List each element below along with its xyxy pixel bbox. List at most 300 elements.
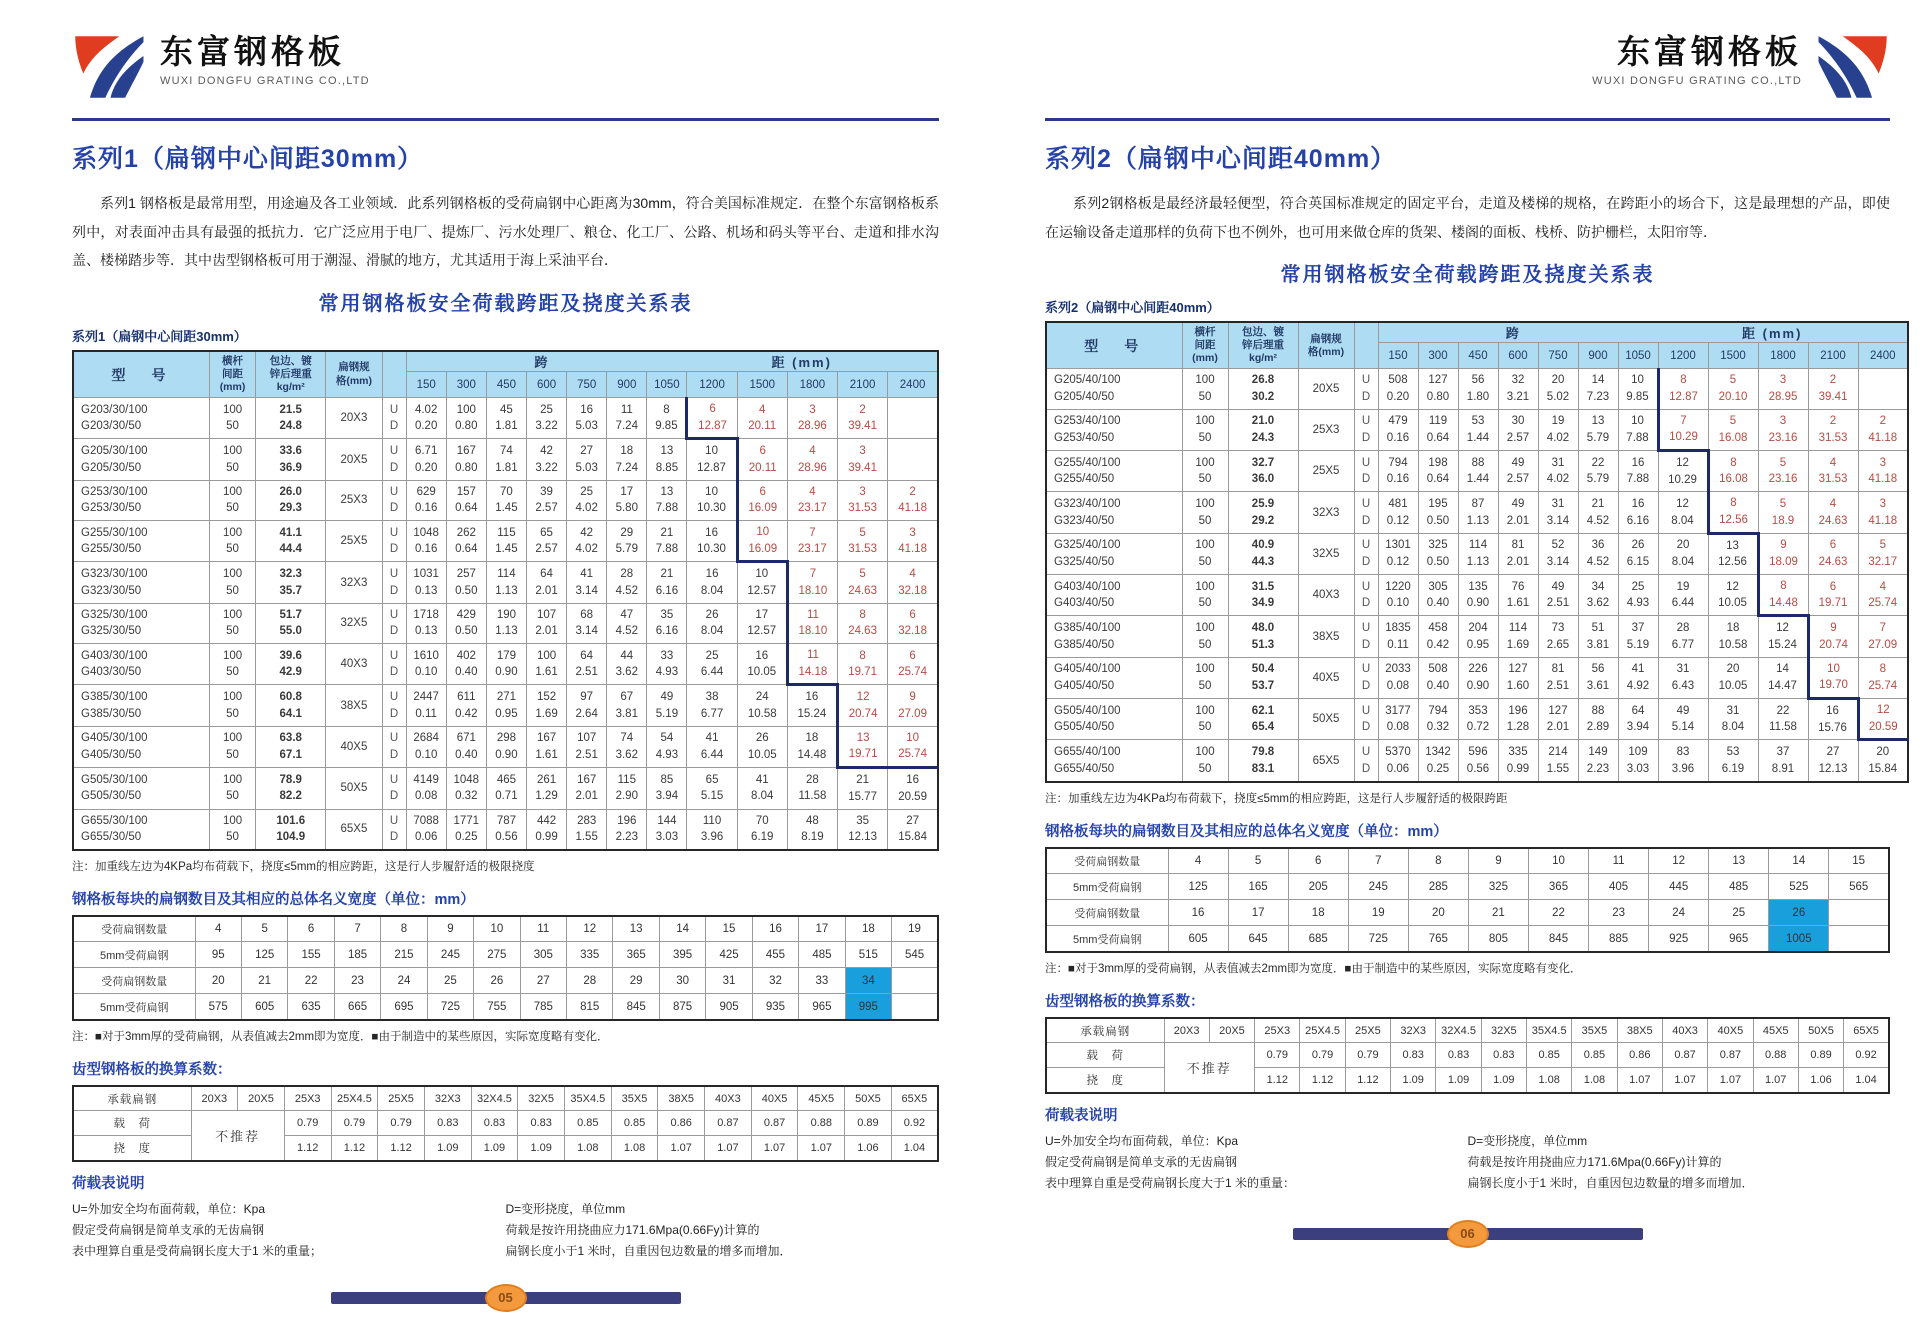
legend-columns (72, 1199, 939, 1262)
factor-cell: 1.09 (518, 1136, 565, 1161)
factor-cell: 1.09 (1436, 1068, 1481, 1093)
flat-size-cell: 20X3 (326, 398, 382, 439)
factor-cell: 1.12 (378, 1136, 425, 1161)
factor-cell: 0.79 (1345, 1043, 1390, 1068)
width-cell: 22 (1528, 900, 1588, 926)
bar-spacing-cell: 100 50 (1182, 409, 1228, 450)
width-cell: 17 (1228, 900, 1288, 926)
load-defl-cell: 2447 0.11 (406, 685, 446, 726)
load-defl-cell: 4149 0.08 (406, 768, 446, 809)
factor-col-header: 25X3 (284, 1086, 331, 1111)
factor-cell: 0.83 (471, 1111, 518, 1136)
span-col-header: 1800 (787, 372, 837, 398)
width-cell: 365 (1528, 874, 1588, 900)
load-defl-cell: 1610 0.10 (406, 644, 446, 685)
series2-factor-table (1045, 1017, 1890, 1094)
load-defl-cell: 70 6.19 (737, 809, 787, 850)
model-cell: G323/30/100 G323/30/50 (73, 562, 209, 603)
load-defl-cell: 2 39.41 (838, 398, 888, 439)
load-defl-cell: 114 1.13 (1458, 533, 1498, 574)
factor-col-header: 45X5 (798, 1086, 845, 1111)
width-cell (892, 994, 938, 1020)
load-defl-cell: 32 3.21 (1498, 369, 1538, 409)
factor-cell: 1.09 (424, 1136, 471, 1161)
header-divider (1045, 118, 1890, 121)
factor-cell: 0.83 (1481, 1043, 1526, 1068)
flat-size-cell: 40X5 (1298, 657, 1354, 698)
flat-size-cell: 38X5 (1298, 616, 1354, 657)
load-defl-cell: 49 2.01 (1498, 492, 1538, 533)
flat-size-cell: 50X5 (1298, 699, 1354, 740)
factor-col-header: 65X5 (891, 1086, 938, 1111)
load-table-row (1046, 409, 1908, 450)
width-cell: 29 (613, 968, 659, 994)
width-row-label: 5mm受荷扁钢 (73, 942, 195, 968)
width-cell: 325 (1468, 874, 1528, 900)
load-defl-cell: 28 4.52 (607, 562, 647, 603)
model-cell: G505/30/100 G505/30/50 (73, 768, 209, 809)
load-defl-cell: 10 10.30 (687, 480, 737, 520)
load-defl-cell: 44 3.62 (607, 644, 647, 685)
width-cell: 9 (427, 916, 473, 942)
span-col-header: 2100 (1808, 343, 1858, 369)
page-number-badge: 06 (1447, 1220, 1489, 1248)
load-defl-cell: 1718 0.13 (406, 603, 446, 643)
load-defl-cell: 25 3.22 (526, 398, 566, 439)
load-defl-cell: 20 8.04 (1658, 533, 1708, 574)
ud-cell: U D (1354, 533, 1378, 574)
factor-cell: 0.88 (798, 1111, 845, 1136)
bar-spacing-cell: 100 50 (1182, 369, 1228, 409)
width-cell: 10 (474, 916, 520, 942)
legend-line: 假定受荷扁钢是简单支承的无齿扁钢 (1045, 1154, 1238, 1169)
factor-header-label: 承载扁钢 (73, 1086, 191, 1111)
load-defl-cell: 38 6.77 (687, 685, 737, 726)
load-defl-cell: 1771 0.25 (446, 809, 486, 850)
width-cell: 305 (520, 942, 566, 968)
load-defl-cell: 611 0.42 (446, 685, 486, 726)
width-cell: 605 (1168, 926, 1228, 952)
span-col-header: 450 (1458, 343, 1498, 369)
load-defl-cell: 12 8.04 (1658, 492, 1708, 533)
load-defl-cell: 5 23.16 (1758, 451, 1808, 492)
brand-subtitle: WUXI DONGFU GRATING CO.,LTD (160, 74, 370, 87)
width-cell: 22 (288, 968, 334, 994)
dongfu-logo-icon (1816, 34, 1890, 100)
ud-cell: U D (382, 439, 406, 480)
brand-header (1045, 30, 1890, 114)
load-defl-cell: 27 15.84 (888, 809, 938, 850)
load-defl-cell: 27 12.13 (1808, 740, 1858, 782)
factor-cell: 0.86 (1617, 1043, 1662, 1068)
load-defl-cell: 49 5.19 (647, 685, 687, 726)
load-defl-cell: 16 20.59 (888, 768, 938, 809)
span-col-header: 1500 (737, 372, 787, 398)
brand-text (1592, 30, 1802, 87)
width-cell (892, 968, 938, 994)
load-defl-cell: 74 1.81 (486, 439, 526, 480)
width-cell: 185 (334, 942, 380, 968)
width-cell: 24 (381, 968, 427, 994)
bar-spacing-cell: 100 50 (1182, 575, 1228, 616)
factor-col-header: 38X5 (658, 1086, 705, 1111)
flat-size-cell: 40X5 (326, 726, 382, 767)
load-defl-cell: 214 1.55 (1538, 740, 1578, 782)
width-cell: 13 (613, 916, 659, 942)
factor-cell: 1.07 (705, 1136, 752, 1161)
flat-size-cell: 65X5 (1298, 740, 1354, 782)
weight-cell: 101.6 104.9 (256, 809, 326, 850)
factor-cell: 1.07 (658, 1136, 705, 1161)
load-defl-cell: 5 32.17 (1858, 533, 1908, 574)
factor-col-header: 50X5 (1798, 1018, 1843, 1043)
load-defl-cell: 794 0.16 (1378, 451, 1418, 492)
factor-cell: 0.89 (845, 1111, 892, 1136)
load-defl-cell: 298 0.90 (486, 726, 526, 767)
weight-cell: 39.6 42.9 (256, 644, 326, 685)
load-table-row (1046, 699, 1908, 740)
load-table-row (1046, 533, 1908, 574)
factor-cell: 1.12 (1300, 1068, 1345, 1093)
load-defl-cell: 8 12.87 (1658, 369, 1708, 409)
weight-cell: 51.7 55.0 (256, 603, 326, 643)
load-defl-cell: 1048 0.16 (406, 521, 446, 562)
load-defl-cell: 794 0.32 (1418, 699, 1458, 740)
load-defl-cell: 429 0.50 (446, 603, 486, 643)
load-defl-cell: 2 31.53 (1808, 409, 1858, 450)
factor-cell: 0.79 (1300, 1043, 1345, 1068)
load-defl-cell: 12 15.24 (1758, 616, 1808, 657)
load-table-row (73, 521, 938, 562)
weight-cell: 79.8 83.1 (1228, 740, 1298, 782)
legend-line: U=外加安全均布面荷载，单位：Kpa (1045, 1133, 1239, 1148)
load-defl-cell: 6.71 0.20 (406, 439, 446, 480)
load-defl-cell: 1301 0.12 (1378, 533, 1418, 574)
width-cell: 15 (706, 916, 752, 942)
load-defl-cell: 458 0.42 (1418, 616, 1458, 657)
factor-cell: 1.08 (1527, 1068, 1572, 1093)
factor-cell: 0.92 (1844, 1043, 1889, 1068)
load-defl-cell: 7088 0.06 (406, 809, 446, 850)
factor-cell: 0.87 (1708, 1043, 1753, 1068)
ud-cell: U D (1354, 575, 1378, 616)
width-cell: 8 (381, 916, 427, 942)
legend-left-column (1045, 1131, 1468, 1194)
width-cell: 26 (1769, 900, 1829, 926)
factor-col-header: 32X5 (1481, 1018, 1526, 1043)
load-defl-cell: 257 0.50 (446, 562, 486, 603)
span-col-header: 1200 (687, 372, 737, 398)
series1-factor-table (72, 1085, 939, 1162)
load-defl-cell: 37 5.19 (1618, 616, 1658, 657)
weight-cell: 60.8 64.1 (256, 685, 326, 726)
load-defl-cell: 100 0.80 (446, 398, 486, 439)
header-divider (72, 118, 939, 121)
factor-cell: 0.79 (331, 1111, 378, 1136)
width-cell: 20 (195, 968, 241, 994)
width-cell: 515 (845, 942, 891, 968)
load-defl-cell: 787 0.56 (486, 809, 526, 850)
load-defl-cell: 21 7.88 (647, 521, 687, 562)
width-cell: 27 (520, 968, 566, 994)
page-footer (72, 1284, 939, 1304)
width-cell: 565 (1829, 874, 1889, 900)
load-defl-cell: 29 5.79 (607, 521, 647, 562)
ud-cell: U D (1354, 740, 1378, 782)
load-defl-cell: 5 20.10 (1708, 369, 1758, 409)
load-defl-cell: 11 18.10 (787, 603, 837, 643)
ud-cell: U D (1354, 492, 1378, 533)
load-defl-cell: 10 12.87 (687, 439, 737, 480)
span-col-header: 1050 (1618, 343, 1658, 369)
load-defl-cell: 65 5.15 (687, 768, 737, 809)
ud-cell: U D (382, 809, 406, 850)
factor-cell: 1.07 (798, 1136, 845, 1161)
bar-spacing-cell: 100 50 (1182, 533, 1228, 574)
factor-cell: 0.85 (565, 1111, 612, 1136)
width-cell: 17 (799, 916, 845, 942)
width-cell: 635 (288, 994, 334, 1020)
load-defl-cell: 157 0.64 (446, 480, 486, 520)
load-defl-cell: 442 0.99 (526, 809, 566, 850)
load-defl-cell: 10 7.88 (1618, 409, 1658, 450)
span-col-header: 1050 (647, 372, 687, 398)
load-defl-cell: 17 5.80 (607, 480, 647, 520)
brand-text (160, 30, 370, 87)
factor-header-row (73, 1086, 938, 1111)
span-col-header: 300 (1418, 343, 1458, 369)
width-cell: 23 (334, 968, 380, 994)
load-defl-cell: 25 4.93 (1618, 575, 1658, 616)
width-cell (1829, 926, 1889, 952)
load-defl-cell: 596 0.56 (1458, 740, 1498, 782)
legend-columns (1045, 1131, 1890, 1194)
load-defl-cell: 10 25.74 (888, 726, 938, 767)
load-table-title: 常用钢格板安全荷载跨距及挠度关系表 (1280, 264, 1655, 287)
load-defl-cell: 16 7.88 (1618, 451, 1658, 492)
load-table-subtitle: 系列2（扁钢中心间距40mm） (1045, 300, 1220, 316)
load-defl-cell: 261 1.29 (526, 768, 566, 809)
ud-cell: U D (382, 644, 406, 685)
col-header-span: 跨 距 (mm) (406, 351, 938, 372)
width-cell: 815 (567, 994, 613, 1020)
model-cell: G205/30/100 G205/30/50 (73, 439, 209, 480)
load-table-row (73, 398, 938, 439)
flat-size-cell: 65X5 (326, 809, 382, 850)
weight-cell: 32.3 35.7 (256, 562, 326, 603)
factor-cell: 0.89 (1798, 1043, 1843, 1068)
width-row-label: 受荷扁钢数量 (73, 968, 195, 994)
factor-col-header: 40X5 (1708, 1018, 1753, 1043)
load-table-row (1046, 369, 1908, 409)
flat-size-cell: 32X3 (1298, 492, 1354, 533)
load-legend (1045, 1104, 1890, 1194)
factor-col-header: 20X3 (191, 1086, 238, 1111)
load-defl-cell: 2 41.18 (1858, 409, 1908, 450)
flat-size-cell: 38X5 (326, 685, 382, 726)
model-cell: G505/40/100 G505/40/50 (1046, 699, 1182, 740)
width-row-label: 5mm受荷扁钢 (1046, 874, 1168, 900)
load-defl-cell: 8 14.48 (1758, 575, 1808, 616)
series1-load-table (72, 350, 939, 851)
width-row-label: 5mm受荷扁钢 (1046, 926, 1168, 952)
width-cell: 925 (1649, 926, 1709, 952)
load-defl-cell: 16 10.05 (737, 644, 787, 685)
span-col-header: 600 (526, 372, 566, 398)
col-header-flat-size: 扁钢规 格(mm) (1298, 322, 1354, 369)
factor-cell: 0.79 (1255, 1043, 1300, 1068)
width-cell: 575 (195, 994, 241, 1020)
load-defl-cell: 16 15.24 (787, 685, 837, 726)
legend-line: 荷载是按许用挠曲应力171.6Mpa(0.66Fy)计算的 (505, 1222, 760, 1237)
load-defl-cell: 41 6.44 (687, 726, 737, 767)
bar-spacing-cell: 100 50 (1182, 451, 1228, 492)
width-cell: 16 (1168, 900, 1228, 926)
load-defl-cell: 64 2.51 (567, 644, 607, 685)
model-cell: G385/40/100 G385/40/50 (1046, 616, 1182, 657)
load-defl-cell: 27 5.03 (567, 439, 607, 480)
load-defl-cell: 2 41.18 (888, 480, 938, 520)
load-defl-cell: 107 2.01 (526, 603, 566, 643)
weight-cell: 63.8 67.1 (256, 726, 326, 767)
bar-spacing-cell: 100 50 (209, 439, 255, 480)
load-defl-cell: 31 8.04 (1708, 699, 1758, 740)
width-cell: 33 (799, 968, 845, 994)
weight-cell: 31.5 34.9 (1228, 575, 1298, 616)
ud-cell: U D (1354, 409, 1378, 450)
load-defl-cell (1858, 369, 1908, 409)
ud-cell: U D (382, 480, 406, 520)
weight-cell: 50.4 53.7 (1228, 657, 1298, 698)
load-defl-cell: 4 31.53 (1808, 451, 1858, 492)
model-cell: G403/30/100 G403/30/50 (73, 644, 209, 685)
factor-cell: 0.87 (751, 1111, 798, 1136)
load-defl-cell: 14 7.23 (1578, 369, 1618, 409)
factor-col-header: 20X5 (1209, 1018, 1254, 1043)
legend-line: U=外加安全均布面荷载，单位：Kpa (72, 1201, 266, 1216)
load-defl-cell: 9 18.09 (1758, 533, 1808, 574)
load-defl-cell: 8 24.63 (838, 603, 888, 643)
width-cell: 525 (1769, 874, 1829, 900)
load-defl-cell (888, 398, 938, 439)
load-defl-cell: 88 1.44 (1458, 451, 1498, 492)
load-defl-cell: 70 1.45 (486, 480, 526, 520)
load-defl-cell: 1031 0.13 (406, 562, 446, 603)
factor-cell: 0.87 (705, 1111, 752, 1136)
load-defl-cell: 4 23.17 (787, 480, 837, 520)
not-recommended-cell: 不推荐 (1164, 1043, 1255, 1093)
factor-row-label: 载 荷 (1046, 1043, 1164, 1068)
factor-col-header: 65X5 (1844, 1018, 1889, 1043)
load-defl-cell: 6 19.71 (1808, 575, 1858, 616)
width-cell: 28 (567, 968, 613, 994)
load-defl-cell: 671 0.40 (446, 726, 486, 767)
factor-load-row (1046, 1043, 1889, 1068)
width-cell: 5 (241, 916, 287, 942)
width-cell: 14 (1769, 848, 1829, 874)
load-defl-cell: 3 31.53 (838, 480, 888, 520)
load-defl-cell: 35 12.13 (838, 809, 888, 850)
span-col-header: 1800 (1758, 343, 1808, 369)
load-defl-cell: 76 1.61 (1498, 575, 1538, 616)
load-defl-cell: 51 3.81 (1578, 616, 1618, 657)
width-cell: 605 (241, 994, 287, 1020)
width-table-row (73, 968, 938, 994)
factor-col-header: 25X5 (1345, 1018, 1390, 1043)
legend-right-column (1468, 1131, 1891, 1194)
load-defl-cell: 4 24.63 (1808, 492, 1858, 533)
load-defl-cell: 11 7.24 (607, 398, 647, 439)
load-defl-cell: 49 5.14 (1658, 699, 1708, 740)
load-defl-cell: 127 1.60 (1498, 657, 1538, 698)
load-defl-cell: 16 10.30 (687, 521, 737, 562)
legend-line: 假定受荷扁钢是简单支承的无齿扁钢 (72, 1222, 265, 1237)
weight-cell: 21.0 24.3 (1228, 409, 1298, 450)
load-defl-cell: 8 25.74 (1858, 657, 1908, 698)
width-cell: 995 (845, 994, 891, 1020)
factor-col-header: 40X3 (1662, 1018, 1707, 1043)
width-table-row (73, 994, 938, 1020)
factor-col-header: 25X4.5 (331, 1086, 378, 1111)
width-row-label: 受荷扁钢数量 (1046, 900, 1168, 926)
width-cell: 285 (1408, 874, 1468, 900)
load-defl-cell: 47 4.52 (607, 603, 647, 643)
span-col-header: 2400 (888, 372, 938, 398)
model-cell: G655/40/100 G655/40/50 (1046, 740, 1182, 782)
flat-size-cell: 40X3 (326, 644, 382, 685)
load-defl-cell: 39 2.57 (526, 480, 566, 520)
load-defl-cell: 114 1.13 (486, 562, 526, 603)
width-cell: 395 (659, 942, 705, 968)
load-table-row (1046, 616, 1908, 657)
load-defl-cell: 35 6.16 (647, 603, 687, 643)
footer-bar (1293, 1228, 1643, 1240)
width-table-row (73, 942, 938, 968)
load-defl-cell: 167 0.80 (446, 439, 486, 480)
factor-cell: 0.83 (1391, 1043, 1436, 1068)
load-defl-cell: 7 10.29 (1658, 409, 1708, 450)
width-cell: 1005 (1769, 926, 1829, 952)
load-defl-cell: 64 3.94 (1618, 699, 1658, 740)
width-cell: 425 (706, 942, 752, 968)
load-defl-cell: 127 2.01 (1538, 699, 1578, 740)
load-defl-cell: 7 23.17 (787, 521, 837, 562)
load-defl-cell: 402 0.40 (446, 644, 486, 685)
load-table-row (73, 809, 938, 850)
width-cell: 165 (1228, 874, 1288, 900)
bar-spacing-cell: 100 50 (209, 685, 255, 726)
load-defl-cell: 10 16.09 (737, 521, 787, 562)
load-defl-cell: 45 1.81 (486, 398, 526, 439)
factor-table-title: 齿型钢格板的换算系数： (1045, 993, 1205, 1010)
load-defl-cell: 36 4.52 (1578, 533, 1618, 574)
width-cell: 12 (1649, 848, 1709, 874)
width-cell: 23 (1589, 900, 1649, 926)
load-defl-cell: 115 2.90 (607, 768, 647, 809)
weight-cell: 40.9 44.3 (1228, 533, 1298, 574)
factor-row-label: 挠 度 (1046, 1068, 1164, 1093)
width-cell: 155 (288, 942, 334, 968)
factor-col-header: 20X3 (1164, 1018, 1209, 1043)
ud-cell: U D (1354, 699, 1378, 740)
series2-width-table (1045, 847, 1890, 953)
ud-cell: U D (382, 398, 406, 439)
factor-col-header: 32X4.5 (1436, 1018, 1481, 1043)
col-header-span: 跨 距 (mm) (1378, 322, 1908, 343)
load-defl-cell: 6 32.18 (888, 603, 938, 643)
load-defl-cell: 12 10.05 (1708, 575, 1758, 616)
span-col-header: 900 (1578, 343, 1618, 369)
